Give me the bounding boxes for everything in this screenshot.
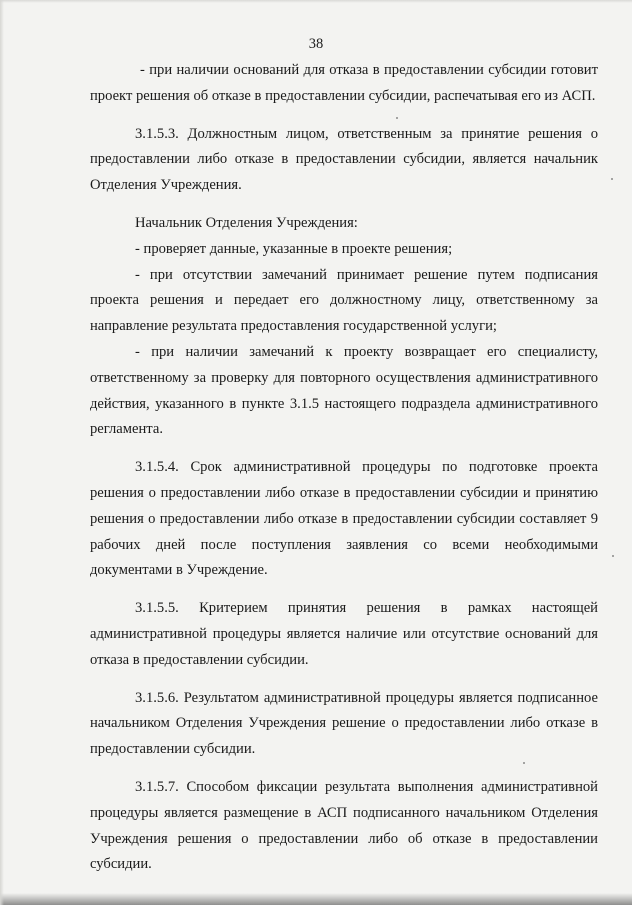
paragraph-3-1-5-6: 3.1.5.6. Результатом административной процедуры является подписанное начальником Отделения Учреждения решение о предоставлении либо отказе в предоставлении субсидии. [90, 689, 598, 758]
document-body [90, 58, 598, 878]
paragraph-with-remarks: - при наличии замечаний к проекту возвращает его специалисту, ответственному за проверку для повторного осуществления административного действия, указанного в пункте 3.1.5 настоящего подраздела административного регламента. [90, 343, 598, 438]
paragraph-3-1-5-7: 3.1.5.7. Способом фиксации результата выполнения административной процедуры является размещение в АСП подписанного начальником Отделения Учреждения решения о предоставлении либо об отказе в предоставлении субсидии. [90, 778, 598, 873]
paragraph-refusal-draft: - при наличии оснований для отказа в предоставлении субсидии готовит проект решения об отказе в предоставлении субсидии, распечатывая его из АСП. [90, 62, 598, 104]
scan-speck [523, 762, 525, 764]
scan-bottom-edge [0, 893, 632, 905]
page-number: 38 [308, 36, 324, 52]
paragraph-no-remarks: - при отсутствии замечаний принимает решение путем подписания проекта решения и передает его должностному лицу, ответственному за направление результата предоставления государственной услуги; [90, 266, 598, 335]
paragraph-3-1-5-5: 3.1.5.5. Критерием принятия решения в рамках настоящей административной процедуры является наличие или отсутствие оснований для отказа в предоставлении субсидии. [90, 600, 598, 668]
paragraph-checks-data: - проверяет данные, указанные в проекте решения; [135, 240, 453, 257]
scan-speck [396, 117, 398, 119]
paragraph-3-1-5-3: 3.1.5.3. Должностным лицом, ответственным за принятие решения о предоставлении либо отказе в предоставлении субсидии, является начальник Отделения Учреждения. [90, 125, 598, 194]
paragraph-head-of-department: Начальник Отделения Учреждения: [135, 214, 358, 231]
scan-speck [612, 555, 614, 557]
scan-speck [611, 178, 613, 180]
paragraph-3-1-5-4: 3.1.5.4. Срок административной процедуры по подготовке проекта решения о предоставлении либо отказе в предоставлении субсидии и принятию решения о предоставлении либо отказе в предоставлении субсидии составляет 9 рабочих дней после поступления заявления со всеми необходимыми документами в Учреждение. [90, 459, 598, 579]
